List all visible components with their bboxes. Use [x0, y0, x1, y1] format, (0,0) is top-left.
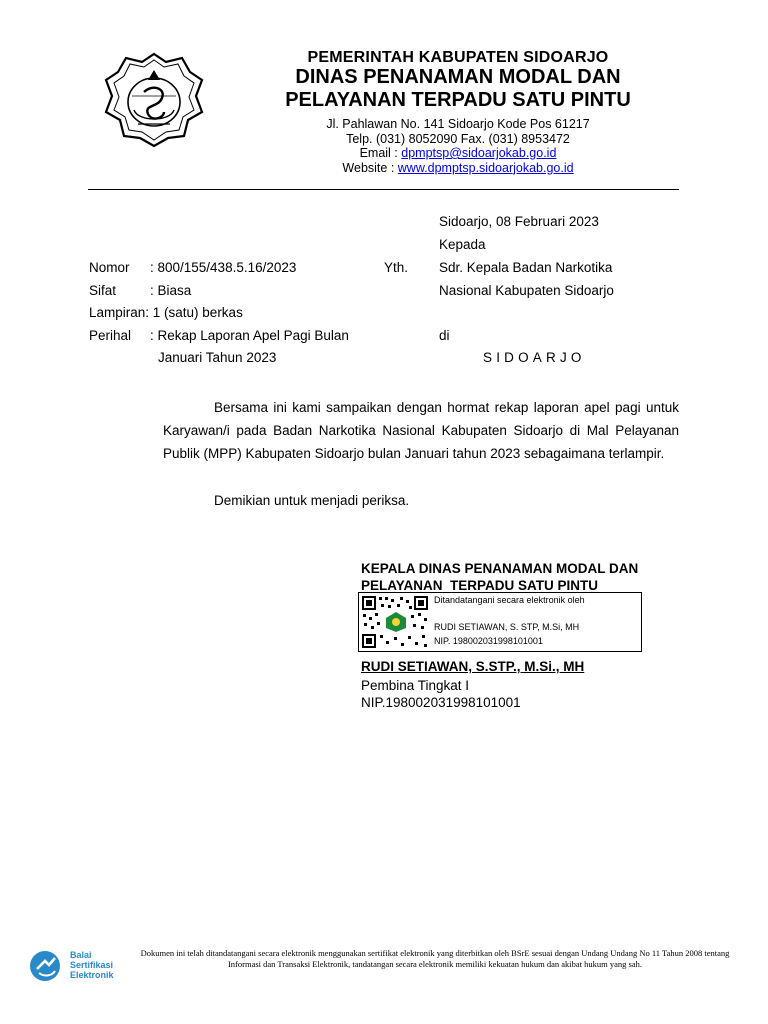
electronic-signature-stamp	[358, 592, 642, 652]
signatory-position-line2: PELAYANAN TERPADU SATU PINTU	[361, 578, 599, 593]
stamp-name: RUDI SETIAWAN, S. STP, M.Si, MH	[434, 622, 580, 632]
body-paragraph-1-first: Bersama ini kami sampaikan dengan hormat rekap laporan apel pagi	[214, 400, 641, 415]
letterhead-divider	[88, 189, 679, 190]
sidoarjo-emblem-icon	[104, 52, 204, 148]
nomor-label: Nomor	[89, 260, 130, 275]
body-paragraph-1	[163, 396, 679, 465]
letterhead-agency-line2: PELAYANAN TERPADU SATU PINTU	[285, 89, 631, 111]
bsre-wordmark-line3: Elektronik	[70, 970, 114, 980]
website-label: Website :	[342, 160, 398, 175]
stamp-heading: Ditandatangani secara elektronik oleh	[434, 595, 585, 605]
letterhead-contact	[228, 117, 688, 175]
perihal-value-line1: : Rekap Laporan Apel Pagi Bulan	[150, 328, 349, 343]
signatory-name: RUDI SETIAWAN, S.STP., M.Si., MH	[361, 659, 585, 674]
email-label: Email :	[359, 146, 402, 160]
letterhead-website-row	[228, 161, 688, 176]
bsre-wordmark-line1: Balai	[70, 950, 92, 960]
letterhead-government: PEMERINTAH KABUPATEN SIDOARJO	[307, 49, 609, 66]
bsre-logo-icon	[28, 949, 64, 983]
sifat-label: Sifat	[89, 283, 117, 298]
nomor-value: : 800/155/438.5.16/2023	[150, 260, 297, 275]
body-paragraph-2: Demikian untuk menjadi periksa.	[214, 493, 410, 508]
kepada-label: Kepada	[439, 237, 486, 252]
signatory-rank: Pembina Tingkat I	[361, 678, 470, 693]
website-link[interactable]: www.dpmptsp.sidoarjokab.go.id	[397, 160, 574, 175]
qr-code-icon	[361, 595, 429, 649]
stamp-nip: NIP. 198002031998101001	[434, 636, 543, 646]
signatory-nip: NIP.198002031998101001	[361, 695, 521, 710]
letterhead-agency	[228, 66, 688, 112]
yth-label: Yth.	[384, 260, 409, 275]
letterhead-address: Jl. Pahlawan No. 141 Sidoarjo Kode Pos 61217	[326, 117, 590, 131]
perihal-label: Perihal	[89, 328, 132, 343]
perihal-value-line2: Januari Tahun 2023	[158, 350, 277, 365]
bsre-wordmark	[70, 950, 114, 980]
letterhead-agency-line1: DINAS PENANAMAN MODAL DAN	[295, 66, 621, 88]
place-date: Sidoarjo, 08 Februari 2023	[439, 214, 599, 229]
lampiran: Lampiran: 1 (satu) berkas	[89, 305, 243, 320]
letterhead-phone: Telp. (031) 8052090 Fax. (031) 8953472	[346, 131, 570, 146]
body-paragraph-1-rest: untuk Karyawan/i pada Badan Narkotika Nasional Kabupaten Sidoarjo di Mal Pelayanan Publik (MPP) Kabupaten Sidoarjo bulan Januari tahun 2023 sebagaimana terlampir.	[163, 400, 679, 461]
recipient-line2: Nasional Kabupaten Sidoarjo	[439, 283, 614, 298]
footer-esign-notice: Dokumen ini telah ditandatangani secara elektronik menggunakan sertifikat elektronik yang diterbitkan oleh BSrE sesuai dengan Undang Undang No 11 Tahun 2008 tentang Informasi dan Transaksi Elektronik, tandatangan secara elektronik memiliki kekuatan hukum dan akibat hukum yang sah.	[140, 948, 730, 969]
signatory-position-line1: KEPALA DINAS PENANAMAN MODAL DAN	[361, 561, 639, 576]
recipient-line1: Sdr. Kepala Badan Narkotika	[439, 260, 613, 275]
di-label: di	[439, 328, 450, 343]
sifat-value: : Biasa	[150, 283, 192, 298]
signatory-position	[361, 560, 638, 594]
email-link[interactable]: dpmptsp@sidoarjokab.go.id	[401, 146, 557, 160]
recipient-city: SIDOARJO	[483, 350, 586, 365]
bsre-wordmark-line2: Sertifikasi	[70, 960, 114, 970]
letterhead-email-row	[228, 146, 688, 161]
